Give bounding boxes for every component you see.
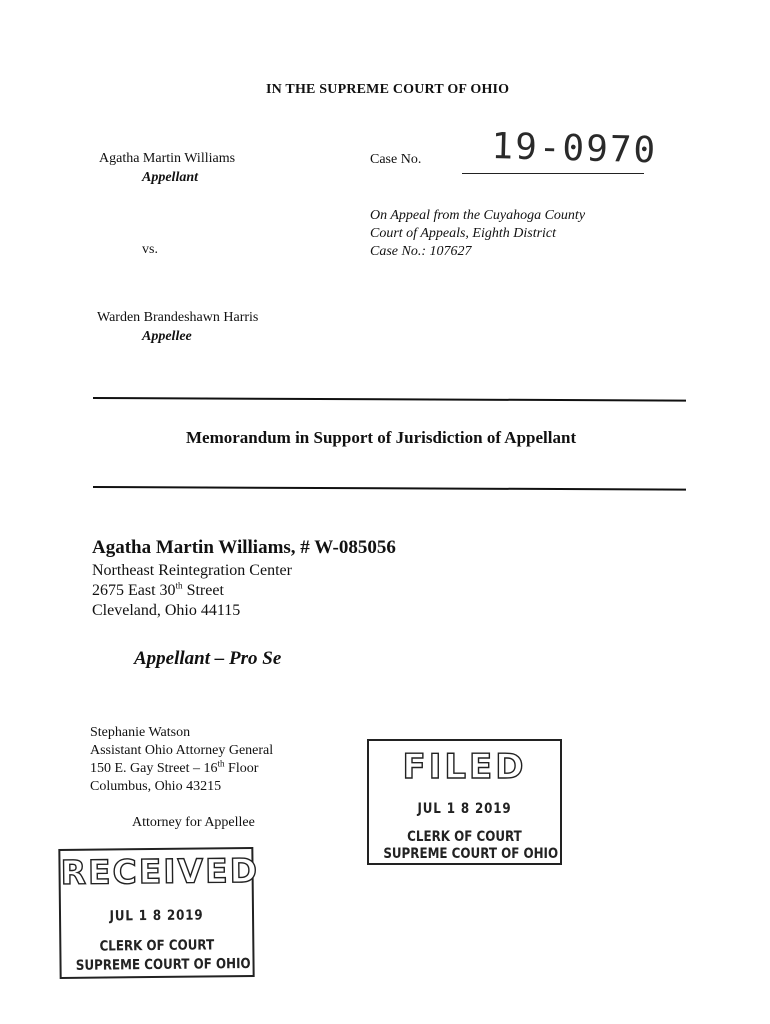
filed-stamp-heading: FILED [402,747,527,787]
appellant-name: Agatha Martin Williams [99,151,236,166]
appellee-role: Appellee [142,329,192,344]
case-number-label: Case No. [370,152,422,167]
filed-stamp-court: SUPREME COURT OF OHIO [383,846,559,862]
appellant-block-org: Northeast Reintegration Center [92,562,292,579]
appeal-line-1: On Appeal from the Cuyahoga County [370,208,586,223]
attorney-title: Assistant Ohio Attorney General [90,743,274,758]
divider-top [93,397,686,402]
received-stamp [58,847,260,979]
appellant-role: Appellant [142,170,199,185]
case-number-value: 19-0970 [490,126,658,172]
appeal-line-3: Case No.: 107627 [370,244,472,259]
appellant-block-street: 2675 East 30th Street [92,580,224,599]
received-stamp-date: JUL 1 8 2019 [109,907,204,925]
attorney-role: Attorney for Appellee [132,815,255,830]
attorney-name: Stephanie Watson [90,725,191,740]
appeal-line-2: Court of Appeals, Eighth District [370,226,557,241]
versus-label: vs. [142,242,158,257]
received-stamp-court: SUPREME COURT OF OHIO [75,956,251,974]
received-stamp-heading: RECEIVED [60,850,260,893]
case-number-underline [462,173,644,174]
attorney-city: Columbus, Ohio 43215 [90,779,222,794]
court-title: IN THE SUPREME COURT OF OHIO [266,82,510,97]
appellee-name: Warden Brandeshawn Harris [97,310,259,325]
appellant-block-name: Agatha Martin Williams, # W-085056 [92,537,396,558]
filed-stamp-clerk: CLERK OF COURT [407,829,522,845]
appellant-block-city: Cleveland, Ohio 44115 [92,602,241,619]
received-stamp-clerk: CLERK OF COURT [99,937,215,955]
memorandum-title: Memorandum in Support of Jurisdiction of Appellant [186,428,577,447]
appellant-designation: Appellant – Pro Se [134,648,282,669]
divider-bottom [93,486,686,491]
attorney-street: 150 E. Gay Street – 16th Floor [90,758,259,776]
filed-stamp-date: JUL 1 8 2019 [417,801,512,817]
filed-stamp [367,739,562,865]
